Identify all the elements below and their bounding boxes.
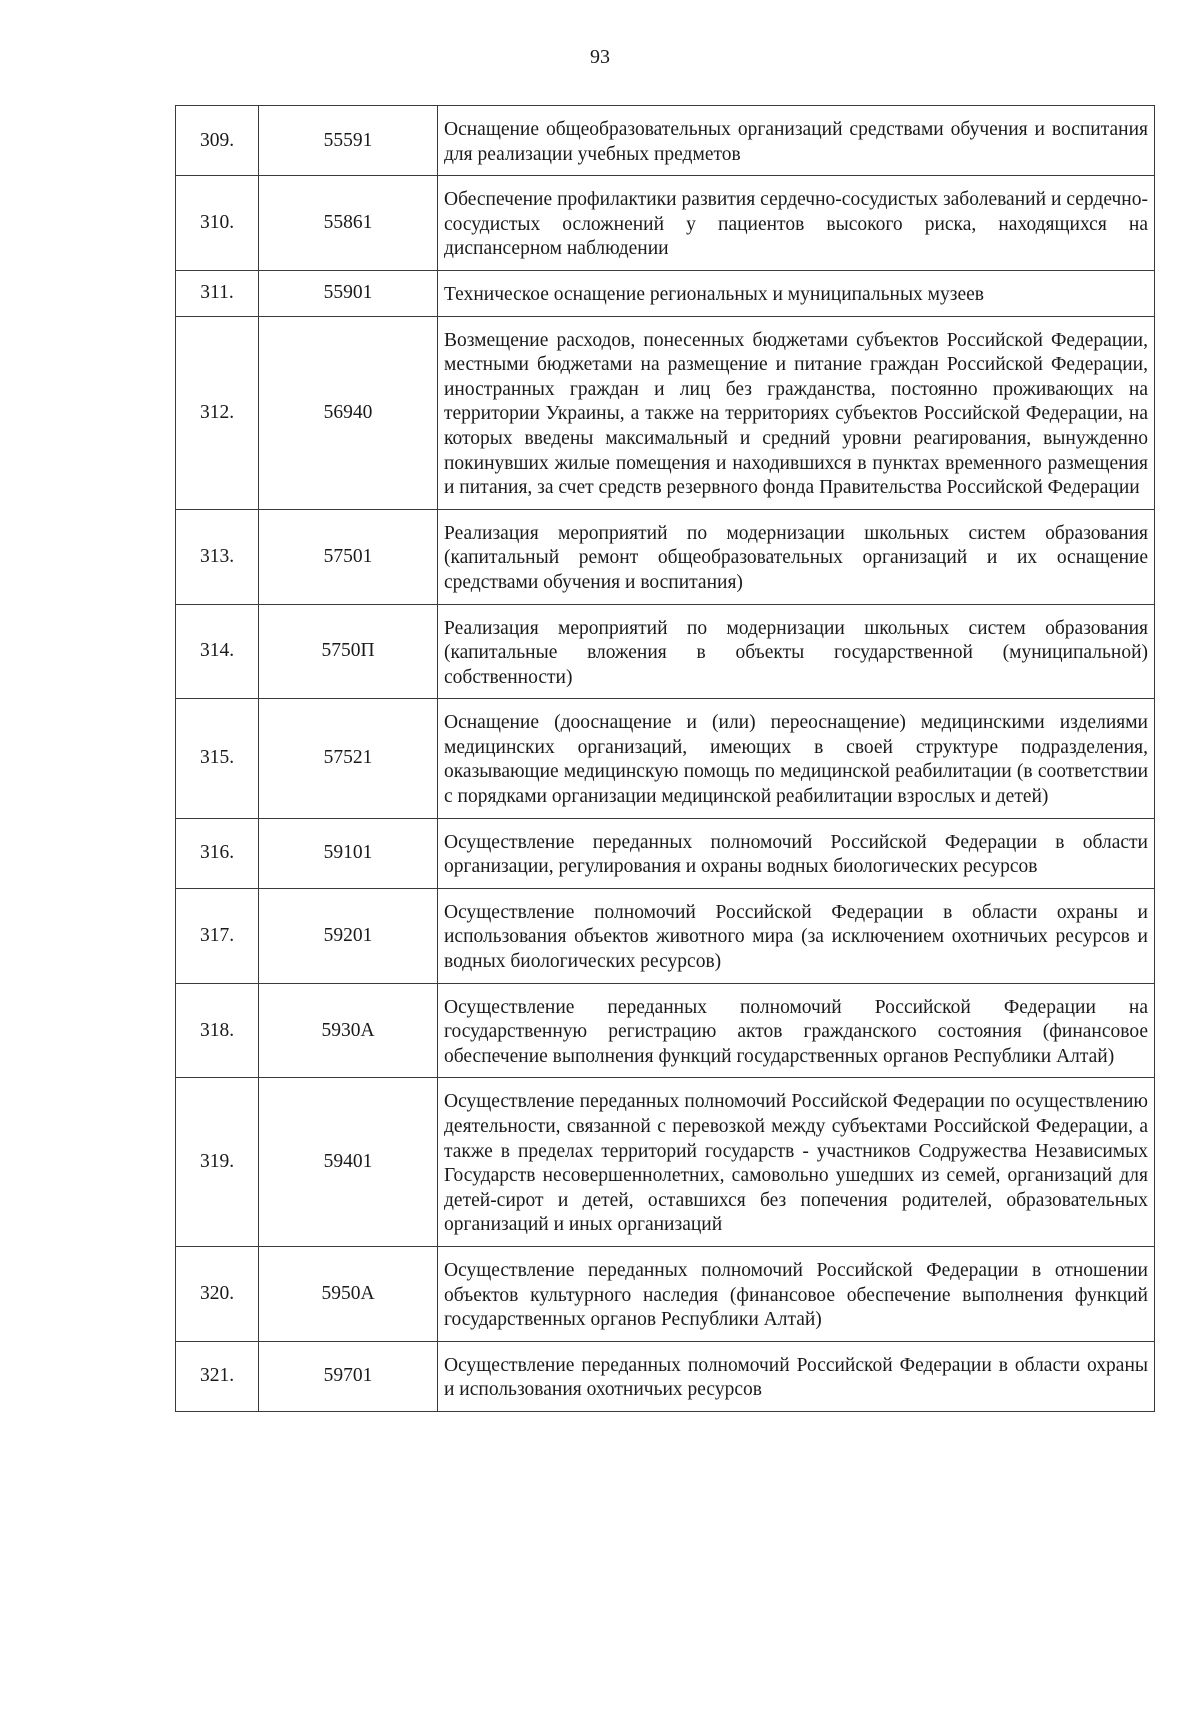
- row-description: Обеспечение профилактики развития сердечно-сосудистых заболеваний и сердечно-сосудистых осложнений у пациентов высокого риска, находящихся на диспансерном наблюдении: [438, 176, 1155, 271]
- table-row: [176, 983, 1155, 1078]
- row-code: 57501: [259, 509, 438, 604]
- row-number: 310.: [176, 176, 259, 271]
- row-number: 311.: [176, 270, 259, 316]
- table-row: [176, 604, 1155, 699]
- row-number: 313.: [176, 509, 259, 604]
- table-row: [176, 818, 1155, 888]
- row-number: 319.: [176, 1078, 259, 1247]
- row-code: 56940: [259, 316, 438, 509]
- table-row: [176, 176, 1155, 271]
- table-row: [176, 106, 1155, 176]
- row-code: 59401: [259, 1078, 438, 1247]
- row-number: 316.: [176, 818, 259, 888]
- table-row: [176, 270, 1155, 316]
- row-description: Реализация мероприятий по модернизации школьных систем образования (капитальный ремонт общеобразовательных организаций и их оснащение средствами обучения и воспитания): [438, 509, 1155, 604]
- row-code: 55901: [259, 270, 438, 316]
- row-number: 309.: [176, 106, 259, 176]
- row-code: 5750П: [259, 604, 438, 699]
- row-number: 314.: [176, 604, 259, 699]
- table-row: [176, 888, 1155, 983]
- row-code: 59201: [259, 888, 438, 983]
- row-code: 59101: [259, 818, 438, 888]
- row-description: Возмещение расходов, понесенных бюджетами субъектов Российской Федерации, местными бюджетами на размещение и питание граждан Российской Федерации, иностранных граждан и лиц без гражданства, постоянно проживающих на территории Украины, а также на территориях субъектов Российской Федерации, на которых введены максимальный и средний уровни реагирования, вынужденно покинувших жилые помещения и находившихся в пунктах временного размещения и питания, за счет средств резервного фонда Правительства Российской Федерации: [438, 316, 1155, 509]
- row-description: Осуществление полномочий Российской Федерации в области охраны и использования объектов животного мира (за исключением охотничьих ресурсов и водных биологических ресурсов): [438, 888, 1155, 983]
- row-description: Осуществление переданных полномочий Российской Федерации в области охраны и использования охотничьих ресурсов: [438, 1341, 1155, 1411]
- row-description: Осуществление переданных полномочий Российской Федерации по осуществлению деятельности, связанной с перевозкой между субъектами Российской Федерации, а также в пределах территорий государств - участников Содружества Независимых Государств несовершеннолетних, самовольно ушедших из семей, организаций для детей-сирот и детей, оставшихся без попечения родителей, образовательных организаций и иных организаций: [438, 1078, 1155, 1247]
- table-row: [176, 509, 1155, 604]
- page-number: 93: [590, 46, 610, 68]
- budget-codes-table: [175, 105, 1155, 1412]
- row-description: Осуществление переданных полномочий Российской Федерации на государственную регистрацию актов гражданского состояния (финансовое обеспечение выполнения функций государственных органов Республики Алтай): [438, 983, 1155, 1078]
- table-row: [176, 699, 1155, 818]
- row-code: 55591: [259, 106, 438, 176]
- row-code: 59701: [259, 1341, 438, 1411]
- row-number: 315.: [176, 699, 259, 818]
- row-description: Оснащение общеобразовательных организаций средствами обучения и воспитания для реализации учебных предметов: [438, 106, 1155, 176]
- row-code: 5930А: [259, 983, 438, 1078]
- row-description: Реализация мероприятий по модернизации школьных систем образования (капитальные вложения в объекты государственной (муниципальной) собственности): [438, 604, 1155, 699]
- row-number: 312.: [176, 316, 259, 509]
- row-code: 5950А: [259, 1246, 438, 1341]
- table-row: [176, 1341, 1155, 1411]
- row-number: 317.: [176, 888, 259, 983]
- row-description: Осуществление переданных полномочий Российской Федерации в области организации, регулирования и охраны водных биологических ресурсов: [438, 818, 1155, 888]
- row-code: 55861: [259, 176, 438, 271]
- row-code: 57521: [259, 699, 438, 818]
- row-description: Техническое оснащение региональных и муниципальных музеев: [438, 270, 1155, 316]
- table-row: [176, 316, 1155, 509]
- row-number: 321.: [176, 1341, 259, 1411]
- row-description: Осуществление переданных полномочий Российской Федерации в отношении объектов культурного наследия (финансовое обеспечение выполнения функций государственных органов Республики Алтай): [438, 1246, 1155, 1341]
- row-number: 320.: [176, 1246, 259, 1341]
- row-description: Оснащение (дооснащение и (или) переоснащение) медицинскими изделиями медицинских организаций, имеющих в своей структуре подразделения, оказывающие медицинскую помощь по медицинской реабилитации (в соответствии с порядками организации медицинской реабилитации взрослых и детей): [438, 699, 1155, 818]
- table-row: [176, 1246, 1155, 1341]
- table-row: [176, 1078, 1155, 1247]
- row-number: 318.: [176, 983, 259, 1078]
